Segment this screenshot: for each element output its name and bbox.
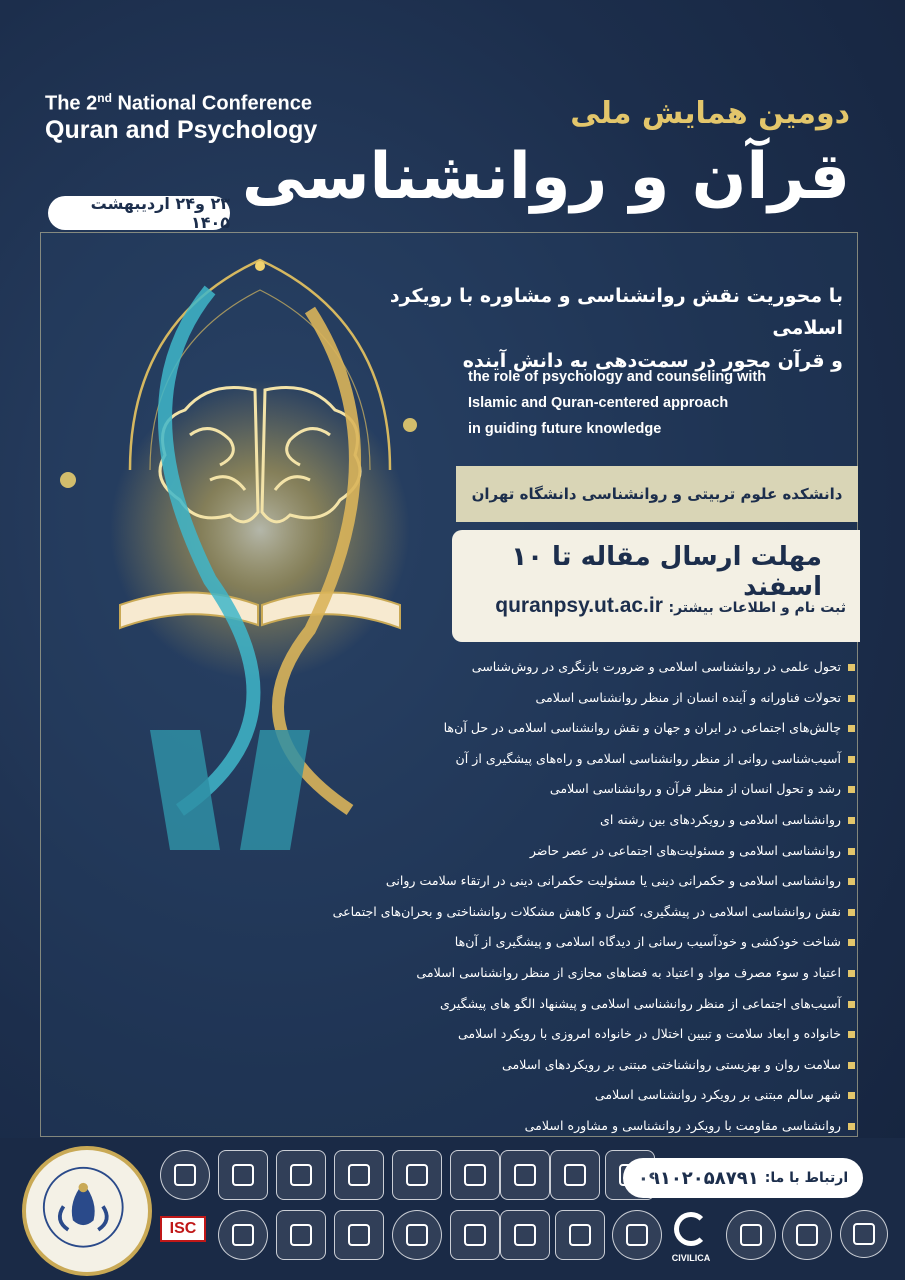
bullet-icon (848, 1001, 855, 1008)
ornament-icon (619, 1164, 641, 1186)
theme-english-line1: the role of psychology and counseling with (468, 369, 767, 385)
contact-badge (623, 1158, 863, 1198)
list-item: روانشناسی اسلامی و رویکردهای بین رشته ای (335, 805, 855, 836)
english-title-line1: The 2nd National Conference (45, 91, 312, 115)
list-item: تحول علمی در روانشناسی اسلامی و ضرورت بازنگری در روش‌شناسی (335, 652, 855, 683)
list-item: اعتیاد و سوء مصرف مواد و اعتیاد به فضاهای مجازی از منظر روانشناسی اسلامی (335, 958, 855, 989)
sponsor-logo (276, 1210, 326, 1260)
deadline-card (452, 530, 860, 642)
sponsor-logo (550, 1150, 600, 1200)
english-title-line2: Quran and Psychology (45, 115, 318, 144)
list-item: روانشناسی اسلامی و حکمرانی دینی یا مسئولیت حکمرانی دینی در ارتقاء سلامت روانی (335, 866, 855, 897)
emblem-icon (348, 1224, 370, 1246)
bullet-icon (848, 1123, 855, 1130)
hexagon-icon (564, 1164, 586, 1186)
shield-icon (464, 1164, 486, 1186)
calligraphy-icon (626, 1224, 648, 1246)
bullet-icon (848, 725, 855, 732)
persian-subtitle: دومین همایش ملی (570, 96, 850, 131)
university-tehran-logo (160, 1150, 210, 1200)
list-item: روانشناسی مقاومت با رویکرد روانشناسی و مشاوره اسلامی (335, 1111, 855, 1142)
bullet-icon (848, 909, 855, 916)
list-item: چالش‌های اجتماعی در ایران و جهان و نقش روانشناسی اسلامی در حل آن‌ها (335, 713, 855, 744)
sponsor-logo (500, 1150, 550, 1200)
contact-label: ارتباط با ما: (764, 1170, 849, 1186)
theme-english (468, 364, 848, 442)
bullet-icon (848, 786, 855, 793)
sponsor-logo (605, 1150, 655, 1200)
sponsor-logo (782, 1210, 832, 1260)
sponsor-logo (392, 1150, 442, 1200)
sponsor-logo (392, 1210, 442, 1260)
sponsor-logo (218, 1150, 268, 1200)
theme-persian-line2: و قرآن محور در سمت‌دهی به دانش آینده (462, 349, 843, 372)
theme-english-line3: in guiding future knowledge (468, 421, 662, 438)
list-item: تحولات فناورانه و آینده انسان از منظر روانشناسی اسلامی (335, 683, 855, 714)
bullet-icon (848, 1031, 855, 1038)
sponsor-logo (218, 1210, 268, 1260)
registration-row (495, 594, 846, 618)
list-item: آسیب‌های اجتماعی از منظر روانشناسی اسلامی و پیشنهاد الگو های پیشگیری (335, 989, 855, 1020)
bullet-icon (848, 695, 855, 702)
bullet-icon (848, 817, 855, 824)
bullet-icon (848, 664, 855, 671)
list-item: سلامت روان و بهزیستی روانشناختی مبتنی بر رویکردهای اسلامی (335, 1050, 855, 1081)
sponsor-logo (840, 1210, 888, 1258)
book-icon (290, 1164, 312, 1186)
arch-icon (514, 1164, 536, 1186)
faculty-banner: دانشکده علوم تربیتی و روانشناسی دانشگاه تهران (456, 466, 858, 522)
civilica-icon (674, 1212, 708, 1246)
english-title (45, 92, 365, 144)
sponsor-logo (612, 1210, 662, 1260)
theme-persian-line1: با محوریت نقش روانشناسی و مشاوره با رویکرد اسلامی (389, 285, 843, 340)
sponsor-logo (500, 1210, 550, 1260)
emblem-icon (740, 1224, 762, 1246)
list-item: خانواده و ابعاد سلامت و تبیین اختلال در خانواده امروزی با رویکرد اسلامی (335, 1019, 855, 1050)
emblem-icon (514, 1224, 536, 1246)
theme-persian (323, 280, 843, 377)
emblem-icon (464, 1224, 486, 1246)
emblem-icon (796, 1224, 818, 1246)
calligraphy-icon (232, 1164, 254, 1186)
mandala-icon (232, 1224, 254, 1246)
sponsor-logo (334, 1210, 384, 1260)
website-link[interactable]: quranpsy.ut.ac.ir (495, 594, 663, 617)
topics-list (332, 652, 855, 1142)
sponsor-logo (334, 1150, 384, 1200)
list-item: آسیب‌شناسی روانی از منظر روانشناسی اسلامی و راه‌های پیشگیری از آن (335, 744, 855, 775)
sponsor-logo (276, 1150, 326, 1200)
bullet-icon (848, 848, 855, 855)
association-emblem-icon (26, 1150, 148, 1272)
list-item: رشد و تحول انسان از منظر قرآن و روانشناسی اسلامی (335, 774, 855, 805)
persian-title: قرآن و روانشناسی (241, 140, 850, 214)
list-item: شناخت خودکشی و خودآسیب رسانی از دیدگاه اسلامی و پیشگیری از آن‌ها (335, 927, 855, 958)
university-icon (174, 1164, 196, 1186)
list-item: روانشناسی اسلامی و مسئولیت‌های اجتماعی در عصر حاضر (335, 836, 855, 867)
list-item: نقش روانشناسی اسلامی در پیشگیری، کنترل و کاهش مشکلات روانشناختی و بحران‌های اجتماعی (335, 897, 855, 928)
isc-logo: ISC (160, 1216, 206, 1242)
civilica-logo: CIVILICA (666, 1212, 716, 1262)
sponsor-logo (450, 1150, 500, 1200)
emblem-icon (290, 1224, 312, 1246)
association-seal-logo (22, 1146, 152, 1276)
sponsor-logo (555, 1210, 605, 1260)
building-icon (348, 1164, 370, 1186)
bullet-icon (848, 939, 855, 946)
star-pattern-icon (853, 1223, 875, 1245)
registration-label: ثبت نام و اطلاعات بیشتر: (668, 600, 846, 616)
bullet-icon (848, 878, 855, 885)
contact-phone[interactable]: ۰۹۱۰۲۰۵۸۷۹۱ (637, 1167, 759, 1189)
mosque-icon (569, 1224, 591, 1246)
seal-icon (406, 1224, 428, 1246)
sponsor-logo (450, 1210, 500, 1260)
list-item: شهر سالم مبتنی بر رویکرد روانشناسی اسلامی (335, 1080, 855, 1111)
bullet-icon (848, 1092, 855, 1099)
date-badge: ۲۳ و۲۴ اردیبهشت ۱۴۰۵ (48, 196, 230, 230)
minaret-icon (406, 1164, 428, 1186)
bullet-icon (848, 1062, 855, 1069)
submission-deadline: مهلت ارسال مقاله تا ۱۰ اسفند (511, 542, 822, 602)
bullet-icon (848, 756, 855, 763)
sponsor-logo (726, 1210, 776, 1260)
theme-english-line2: Islamic and Quran-centered approach (468, 395, 729, 412)
bullet-icon (848, 970, 855, 977)
